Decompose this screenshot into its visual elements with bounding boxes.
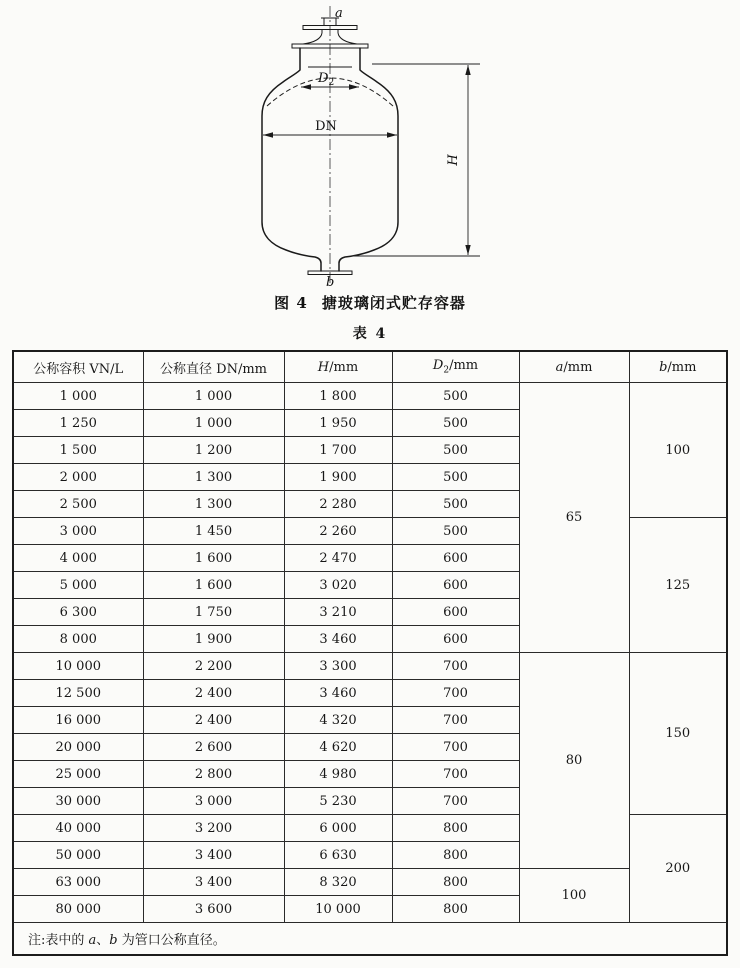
- cell-diameter: 2 200: [143, 653, 284, 680]
- cell-h: 4 620: [284, 734, 392, 761]
- label-a: a: [335, 6, 343, 21]
- cell-d2: 700: [392, 653, 519, 680]
- cell-b-merged: 200: [629, 815, 727, 923]
- cell-diameter: 1 600: [143, 572, 284, 599]
- cell-d2: 500: [392, 464, 519, 491]
- cell-d2: 700: [392, 680, 519, 707]
- cell-volume: 5 000: [13, 572, 143, 599]
- cell-diameter: 3 200: [143, 815, 284, 842]
- cell-d2: 500: [392, 491, 519, 518]
- spec-table: [12, 350, 728, 956]
- dimension-h: [352, 64, 480, 256]
- cell-h: 2 470: [284, 545, 392, 572]
- cell-d2: 700: [392, 761, 519, 788]
- cell-h: 1 900: [284, 464, 392, 491]
- cell-h: 6 000: [284, 815, 392, 842]
- cell-d2: 800: [392, 842, 519, 869]
- cell-diameter: 1 900: [143, 626, 284, 653]
- cell-d2: 500: [392, 437, 519, 464]
- cell-h: 4 980: [284, 761, 392, 788]
- cell-h: 3 460: [284, 626, 392, 653]
- svg-text:DN: DN: [315, 119, 337, 134]
- vessel-drawing: [0, 0, 740, 292]
- cell-d2: 600: [392, 599, 519, 626]
- cell-diameter: 3 400: [143, 869, 284, 896]
- cell-volume: 16 000: [13, 707, 143, 734]
- table-row: [13, 869, 727, 896]
- cell-volume: 30 000: [13, 788, 143, 815]
- figure-caption-label: 图 4: [274, 294, 308, 312]
- cell-diameter: 3 000: [143, 788, 284, 815]
- cell-d2: 700: [392, 707, 519, 734]
- cell-diameter: 1 450: [143, 518, 284, 545]
- cell-volume: 2 500: [13, 491, 143, 518]
- cell-b-merged: 125: [629, 518, 727, 653]
- cell-a-merged: 65: [519, 383, 629, 653]
- cell-d2: 600: [392, 572, 519, 599]
- cell-h: 3 300: [284, 653, 392, 680]
- table-caption: 表 4: [352, 326, 388, 342]
- cell-volume: 10 000: [13, 653, 143, 680]
- cell-h: 1 700: [284, 437, 392, 464]
- cell-volume: 2 000: [13, 464, 143, 491]
- cell-volume: 40 000: [13, 815, 143, 842]
- col-header-h: H/mm: [284, 351, 392, 383]
- cell-d2: 800: [392, 869, 519, 896]
- cell-volume: 80 000: [13, 896, 143, 923]
- svg-text:H: H: [446, 154, 461, 166]
- col-header-b: b/mm: [629, 351, 727, 383]
- cell-volume: 20 000: [13, 734, 143, 761]
- col-header-diameter: 公称直径 DN/mm: [143, 351, 284, 383]
- cell-diameter: 1 600: [143, 545, 284, 572]
- cell-h: 3 460: [284, 680, 392, 707]
- cell-diameter: 2 800: [143, 761, 284, 788]
- figure-caption-title: 搪玻璃闭式贮存容器: [321, 294, 466, 312]
- cell-d2: 700: [392, 788, 519, 815]
- cell-h: 1 800: [284, 383, 392, 410]
- cell-volume: 8 000: [13, 626, 143, 653]
- cell-h: 3 210: [284, 599, 392, 626]
- cell-diameter: 1 750: [143, 599, 284, 626]
- cell-diameter: 1 000: [143, 383, 284, 410]
- cell-b-merged: 150: [629, 653, 727, 815]
- cell-volume: 1 500: [13, 437, 143, 464]
- cell-a-merged: 80: [519, 653, 629, 869]
- cell-h: 4 320: [284, 707, 392, 734]
- cell-a-merged: 100: [519, 869, 629, 923]
- cell-volume: 1 250: [13, 410, 143, 437]
- table-note-row: [13, 923, 727, 956]
- cell-h: 1 950: [284, 410, 392, 437]
- table-body: [13, 383, 727, 923]
- cell-h: 10 000: [284, 896, 392, 923]
- col-header-volume: 公称容积 VN/L: [13, 351, 143, 383]
- cell-diameter: 2 400: [143, 680, 284, 707]
- table-row: [13, 383, 727, 410]
- cell-volume: 50 000: [13, 842, 143, 869]
- cell-d2: 500: [392, 410, 519, 437]
- cell-d2: 800: [392, 896, 519, 923]
- label-b: b: [326, 275, 335, 290]
- cell-volume: 25 000: [13, 761, 143, 788]
- cell-h: 2 280: [284, 491, 392, 518]
- table-header-row: [13, 351, 727, 383]
- col-header-d2: $D_2/mm$: [392, 351, 519, 383]
- cell-volume: 63 000: [13, 869, 143, 896]
- table-note: 注:表中的 a、b 为管口公称直径。: [13, 923, 727, 956]
- cell-diameter: 3 600: [143, 896, 284, 923]
- cell-volume: 12 500: [13, 680, 143, 707]
- cell-d2: 600: [392, 626, 519, 653]
- cell-h: 5 230: [284, 788, 392, 815]
- cell-h: 3 020: [284, 572, 392, 599]
- cell-volume: 6 300: [13, 599, 143, 626]
- figure-caption: [0, 292, 740, 313]
- cell-diameter: 1 300: [143, 464, 284, 491]
- cell-diameter: 1 200: [143, 437, 284, 464]
- cell-volume: 3 000: [13, 518, 143, 545]
- cell-b-merged: 100: [629, 383, 727, 518]
- svg-text:D2: $D_2$: [318, 71, 335, 88]
- cell-d2: 500: [392, 383, 519, 410]
- cell-volume: 1 000: [13, 383, 143, 410]
- col-header-a: a/mm: [519, 351, 629, 383]
- cell-diameter: 2 600: [143, 734, 284, 761]
- cell-d2: 700: [392, 734, 519, 761]
- cell-d2: 800: [392, 815, 519, 842]
- cell-volume: 4 000: [13, 545, 143, 572]
- cell-diameter: 2 400: [143, 707, 284, 734]
- cell-d2: 600: [392, 545, 519, 572]
- cell-h: 6 630: [284, 842, 392, 869]
- cell-h: 8 320: [284, 869, 392, 896]
- cell-diameter: 1 000: [143, 410, 284, 437]
- cell-d2: 500: [392, 518, 519, 545]
- table-row: [13, 653, 727, 680]
- cell-diameter: 1 300: [143, 491, 284, 518]
- cell-h: 2 260: [284, 518, 392, 545]
- dimension-dn: [263, 119, 397, 138]
- figure-drawing: [0, 0, 740, 292]
- cell-diameter: 3 400: [143, 842, 284, 869]
